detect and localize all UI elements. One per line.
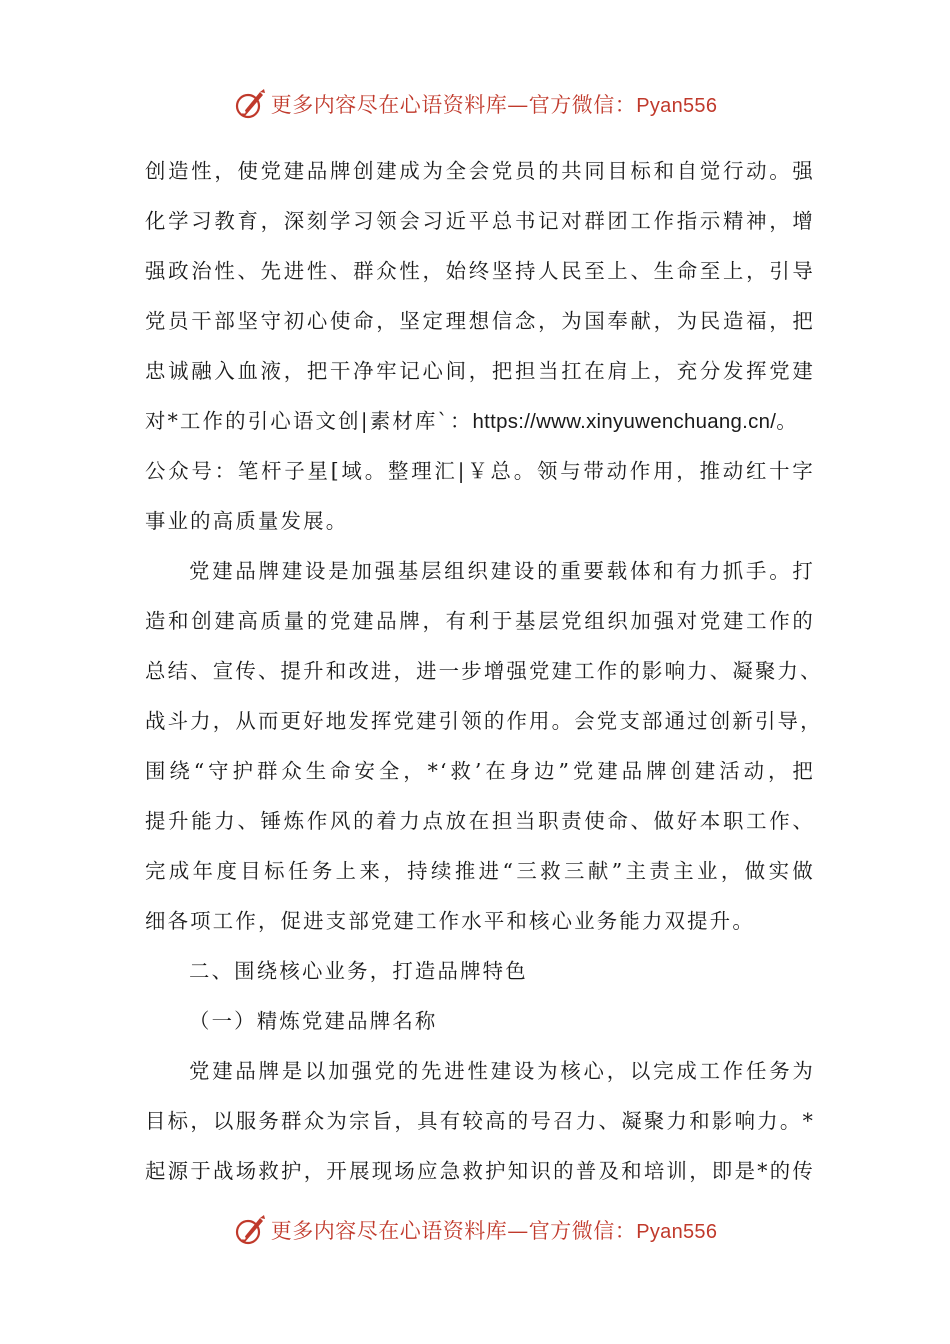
body-line: 公众号：笔杆子星[域。整理汇|￥总。领与带动作用，推动红十字: [145, 459, 815, 483]
body-line: 化学习教育，深刻学习领会习近平总书记对群团工作指示精神，增: [145, 209, 815, 233]
body-url-text: https://www.xinyuwenchuang.cn/。: [472, 411, 797, 433]
body-line: 提升能力、锤炼作风的着力点放在担当职责使命、做好本职工作、: [145, 809, 815, 833]
body-line: [145, 396, 815, 446]
body-line: 强政治性、先进性、群众性，始终坚持人民至上、生命至上，引导: [145, 259, 815, 283]
body-line: 造和创建高质量的党建品牌，有利于基层党组织加强对党建工作的: [145, 609, 815, 633]
banner-text-cn: 更多内容尽在心语资料库—官方微信：: [270, 1219, 637, 1243]
body-line: 目标，以服务群众为宗旨，具有较高的号召力、凝聚力和影响力。*: [145, 1109, 815, 1133]
body-line: 总结、宣传、提升和改进，进一步增强党建工作的影响力、凝聚力、: [145, 659, 823, 683]
body-line: 起源于战场救护，开展现场应急救护知识的普及和培训，即是*的传: [145, 1159, 815, 1183]
footer-watermark-banner: [0, 1210, 950, 1250]
quill-pen-logo-icon: [233, 87, 267, 121]
banner-text: [271, 1215, 718, 1245]
body-line-cn: 对*工作的引心语文创|素材库`：: [145, 409, 473, 433]
body-line: 党员干部坚守初心使命，坚定理想信念，为国奉献，为民造福，把: [145, 309, 815, 333]
body-line: 忠诚融入血液，把干净牢记心间，把担当扛在肩上，充分发挥党建: [145, 359, 815, 383]
document-body: [145, 146, 823, 1196]
body-line: 完成年度目标任务上来，持续推进“三救三献”主责主业，做实做: [145, 859, 815, 883]
paragraph-first-line: 党建品牌建设是加强基层组织建设的重要载体和有力抓手。打: [189, 559, 815, 583]
paragraph-first-line: 党建品牌是以加强党的先进性建设为核心，以完成工作任务为: [189, 1059, 815, 1083]
banner-text-cn: 更多内容尽在心语资料库—官方微信：: [270, 93, 637, 117]
body-line: 围绕“守护群众生命安全，*‘救’在身边”党建品牌创建活动，把: [145, 759, 815, 783]
banner-wechat-id: Pyan556: [636, 1221, 718, 1243]
banner-text: [271, 89, 718, 119]
body-line: 细各项工作，促进支部党建工作水平和核心业务能力双提升。: [145, 909, 755, 933]
banner-wechat-id: Pyan556: [636, 95, 718, 117]
subsection-heading: （一）精炼党建品牌名称: [189, 1009, 438, 1033]
body-line: 战斗力，从而更好地发挥党建引领的作用。会党支部通过创新引导，: [145, 709, 823, 733]
body-line: 事业的高质量发展。: [145, 509, 349, 533]
quill-pen-logo-icon: [233, 1213, 267, 1247]
section-heading: 二、围绕核心业务，打造品牌特色: [189, 959, 528, 983]
body-line: 创造性，使党建品牌创建成为全会党员的共同目标和自觉行动。强: [145, 159, 815, 183]
header-watermark-banner: [0, 84, 950, 124]
